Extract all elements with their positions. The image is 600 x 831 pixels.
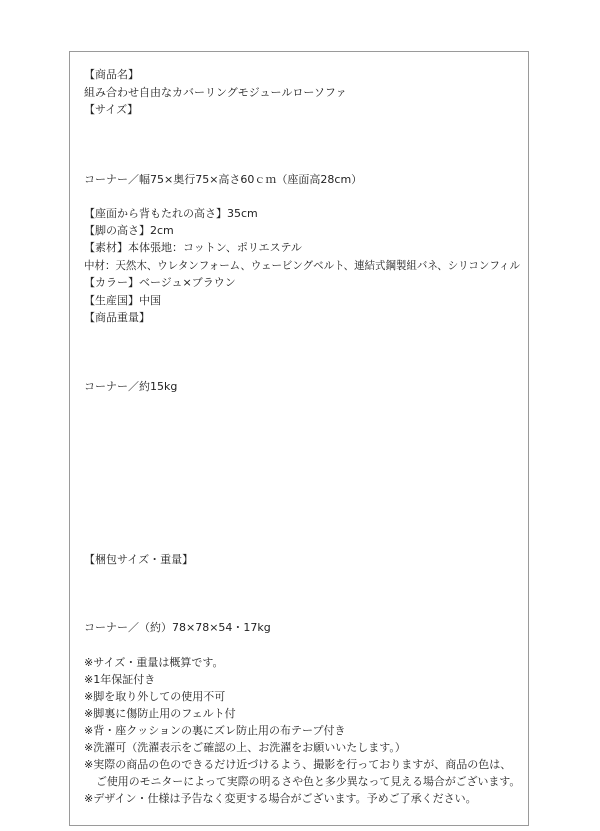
note-item: ※背・座クッションの裏にズレ防止用の布テープ付き: [84, 724, 346, 737]
material-main: 【素材】本体張地：コットン、ポリエステル: [84, 241, 302, 254]
note-item: ※脚裏に傷防止用のフェルト付: [84, 707, 236, 720]
note-item: ※脚を取り外しての使用不可: [84, 690, 226, 703]
leg-height: 【脚の高さ】2cm: [84, 224, 174, 237]
product-name-heading: 【商品名】: [84, 68, 139, 81]
note-item: ※サイズ・重量は概算です。: [84, 656, 224, 669]
note-item: ※洗濯可（洗濯表示をご確認の上、お洗濯をお願いいたします。）: [84, 741, 406, 754]
note-item: ※実際の商品の色のできるだけ近づけるよう、撮影を行っておりますが、商品の色は、: [84, 758, 512, 771]
color: 【カラー】ベージュ×ブラウン: [84, 276, 236, 289]
backrest-height: 【座面から背もたれの高さ】35cm: [84, 207, 258, 220]
package-heading: 【梱包サイズ・重量】: [84, 553, 194, 566]
weight-value: コーナー／約15kg: [84, 380, 178, 393]
package-value: コーナー／（約）78×78×54・17kg: [84, 621, 271, 634]
size-heading: 【サイズ】: [84, 103, 139, 116]
origin: 【生産国】中国: [84, 294, 161, 307]
size-value: コーナー／幅75×奥行75×高さ60ｃｍ（座面高28cm）: [84, 173, 363, 186]
note-item: ご使用のモニターによって実際の明るさや色と多少異なって見える場合がございます。: [96, 775, 521, 788]
weight-heading: 【商品重量】: [84, 311, 150, 324]
material-inner: 中材：天然木、ウレタンフォーム、ウェービングベルト、連結式鋼製組バネ、シリコンフィル: [84, 259, 520, 272]
note-item: ※1年保証付き: [84, 673, 156, 686]
note-item: ※デザイン・仕様は予告なく変更する場合がございます。予めご了承ください。: [84, 792, 477, 805]
product-name: 組み合わせ自由なカバーリングモジュールローソファ: [84, 86, 347, 99]
